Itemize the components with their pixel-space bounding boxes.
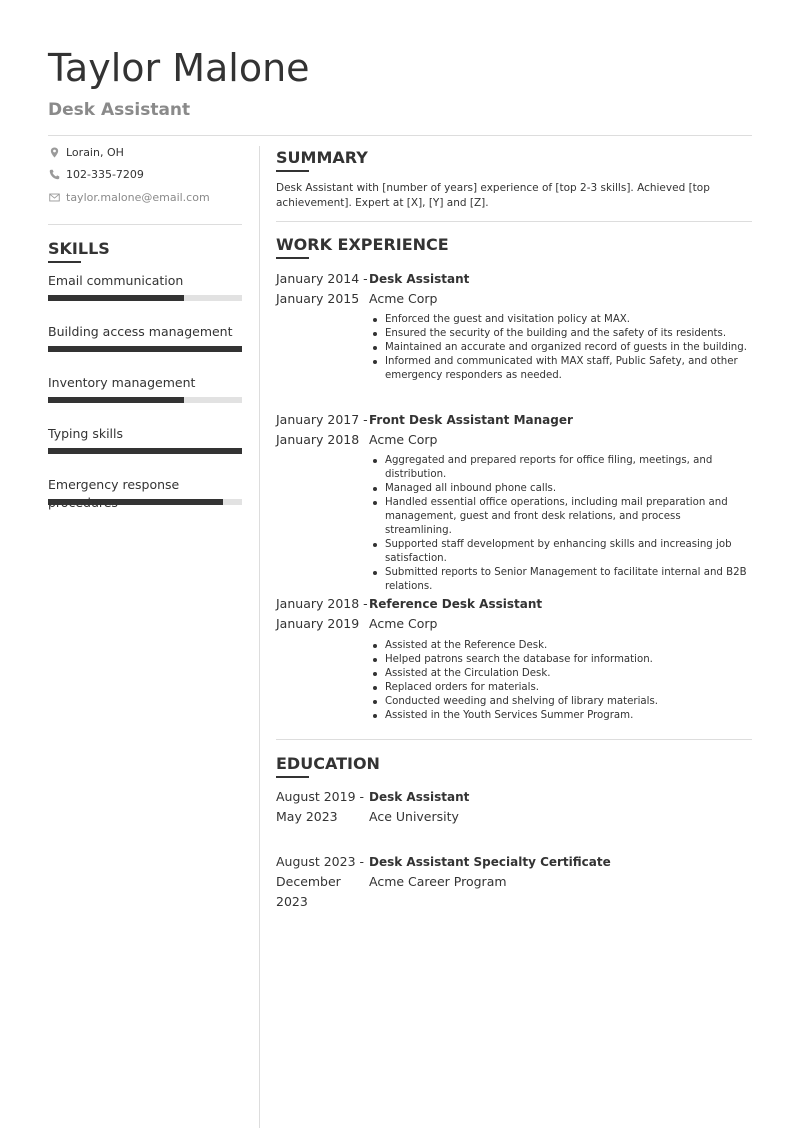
contact-phone: [48, 166, 242, 182]
job-entry: [276, 594, 752, 729]
skill-name: Building access management: [48, 324, 233, 339]
job-end-date: January 2015: [276, 291, 360, 306]
skill-bar-track: [48, 397, 242, 403]
job-bullets: [369, 454, 749, 594]
skills-heading-underline: [48, 261, 81, 263]
skill-bar-track: [48, 448, 242, 454]
job-entry: [276, 410, 752, 592]
skill-bar-fill: [48, 295, 184, 301]
contact-location: [48, 144, 242, 160]
envelope-icon: [48, 191, 60, 203]
phone-text: 102-335-7209: [66, 167, 144, 181]
job-start-date: January 2017 -: [276, 412, 368, 427]
education-school: Ace University: [369, 809, 459, 824]
experience-heading: WORK EXPERIENCE: [276, 235, 449, 254]
job-bullet: Managed all inbound phone calls.: [369, 482, 749, 496]
summary-text: Desk Assistant with [number of years] experience of [top 2-3 skills]. Achieved [top achievement]. Expert at [X], [Y] and [Z].: [276, 182, 710, 209]
job-bullet: Helped patrons search the database for information.: [369, 653, 749, 667]
skill-name: Emergency response procedures: [48, 477, 180, 510]
candidate-name: Taylor Malone: [48, 46, 310, 90]
job-bullet: Informed and communicated with MAX staff, Public Safety, and other emergency responders as needed.: [369, 355, 749, 383]
job-dates: [276, 594, 368, 634]
contact-email[interactable]: [48, 189, 242, 205]
job-start-date: January 2014 -: [276, 271, 368, 286]
education-degree: Desk Assistant: [369, 790, 470, 804]
education-dates: [276, 787, 368, 827]
summary-heading-underline: [276, 170, 309, 172]
location-pin-icon: [48, 146, 60, 158]
experience-heading-underline: [276, 257, 309, 259]
job-role: Desk Assistant: [369, 272, 470, 286]
job-company: Acme Corp: [369, 432, 438, 447]
skill-name: Inventory management: [48, 375, 196, 390]
job-company: Acme Corp: [369, 291, 438, 306]
job-bullets: [369, 639, 749, 723]
job-role: Reference Desk Assistant: [369, 597, 543, 611]
job-end-date: January 2019: [276, 616, 360, 631]
education-entry: [276, 787, 752, 831]
skill-item: [48, 272, 242, 301]
summary-divider: [276, 221, 752, 222]
skill-bar-track: [48, 295, 242, 301]
education-end-date: May 2023: [276, 809, 338, 824]
job-bullet: Replaced orders for materials.: [369, 681, 749, 695]
job-bullet: Ensured the security of the building and the safety of its residents.: [369, 327, 749, 341]
education-end-date: December 2023: [276, 874, 341, 909]
skill-bar-track: [48, 346, 242, 352]
job-bullet: Supported staff development by enhancing skills and increasing job satisfaction.: [369, 538, 749, 566]
skill-bar-fill: [48, 397, 184, 403]
skill-item: [48, 425, 242, 454]
job-bullet: Assisted at the Circulation Desk.: [369, 667, 749, 681]
skill-bar-fill: [48, 346, 242, 352]
job-bullet: Submitted reports to Senior Management to facilitate internal and B2B relations.: [369, 566, 749, 594]
skills-heading: SKILLS: [48, 239, 110, 258]
skill-name: Email communication: [48, 273, 184, 288]
job-bullet: Maintained an accurate and organized record of guests in the building.: [369, 341, 749, 355]
skill-item: [48, 323, 242, 352]
job-bullet: Enforced the guest and visitation policy at MAX.: [369, 313, 749, 327]
job-bullet: Handled essential office operations, including mail preparation and management, guest and front desk relations, and process streamlining.: [369, 496, 749, 538]
job-start-date: January 2018 -: [276, 596, 368, 611]
job-entry: [276, 269, 752, 389]
job-role: Front Desk Assistant Manager: [369, 413, 573, 427]
contact-divider: [48, 224, 242, 225]
summary-heading: SUMMARY: [276, 148, 368, 167]
education-start-date: August 2023 -: [276, 854, 365, 869]
job-bullets: [369, 313, 749, 383]
job-bullet: Assisted in the Youth Services Summer Program.: [369, 709, 749, 723]
skill-bar-fill: [48, 448, 242, 454]
job-company: Acme Corp: [369, 616, 438, 631]
job-bullet: Conducted weeding and shelving of library materials.: [369, 695, 749, 709]
education-start-date: August 2019 -: [276, 789, 365, 804]
education-school: Acme Career Program: [369, 874, 507, 889]
location-text: Lorain, OH: [66, 145, 124, 159]
education-heading-underline: [276, 776, 309, 778]
phone-icon: [48, 168, 60, 180]
education-dates: [276, 852, 376, 912]
job-dates: [276, 410, 368, 450]
education-degree: Desk Assistant Specialty Certificate: [369, 855, 611, 869]
column-divider: [259, 146, 260, 1128]
job-bullet: Assisted at the Reference Desk.: [369, 639, 749, 653]
job-dates: [276, 269, 368, 309]
job-bullet: Aggregated and prepared reports for office filing, meetings, and distribution.: [369, 454, 749, 482]
skill-item: [48, 374, 242, 403]
experience-divider: [276, 739, 752, 740]
skill-name: Typing skills: [48, 426, 124, 441]
job-end-date: January 2018: [276, 432, 360, 447]
education-heading: EDUCATION: [276, 754, 380, 773]
skill-item: [48, 476, 242, 510]
education-entry: [276, 852, 752, 909]
header-divider: [48, 135, 752, 136]
candidate-title: Desk Assistant: [48, 100, 191, 120]
email-link[interactable]: taylor.malone@email.com: [66, 190, 210, 204]
